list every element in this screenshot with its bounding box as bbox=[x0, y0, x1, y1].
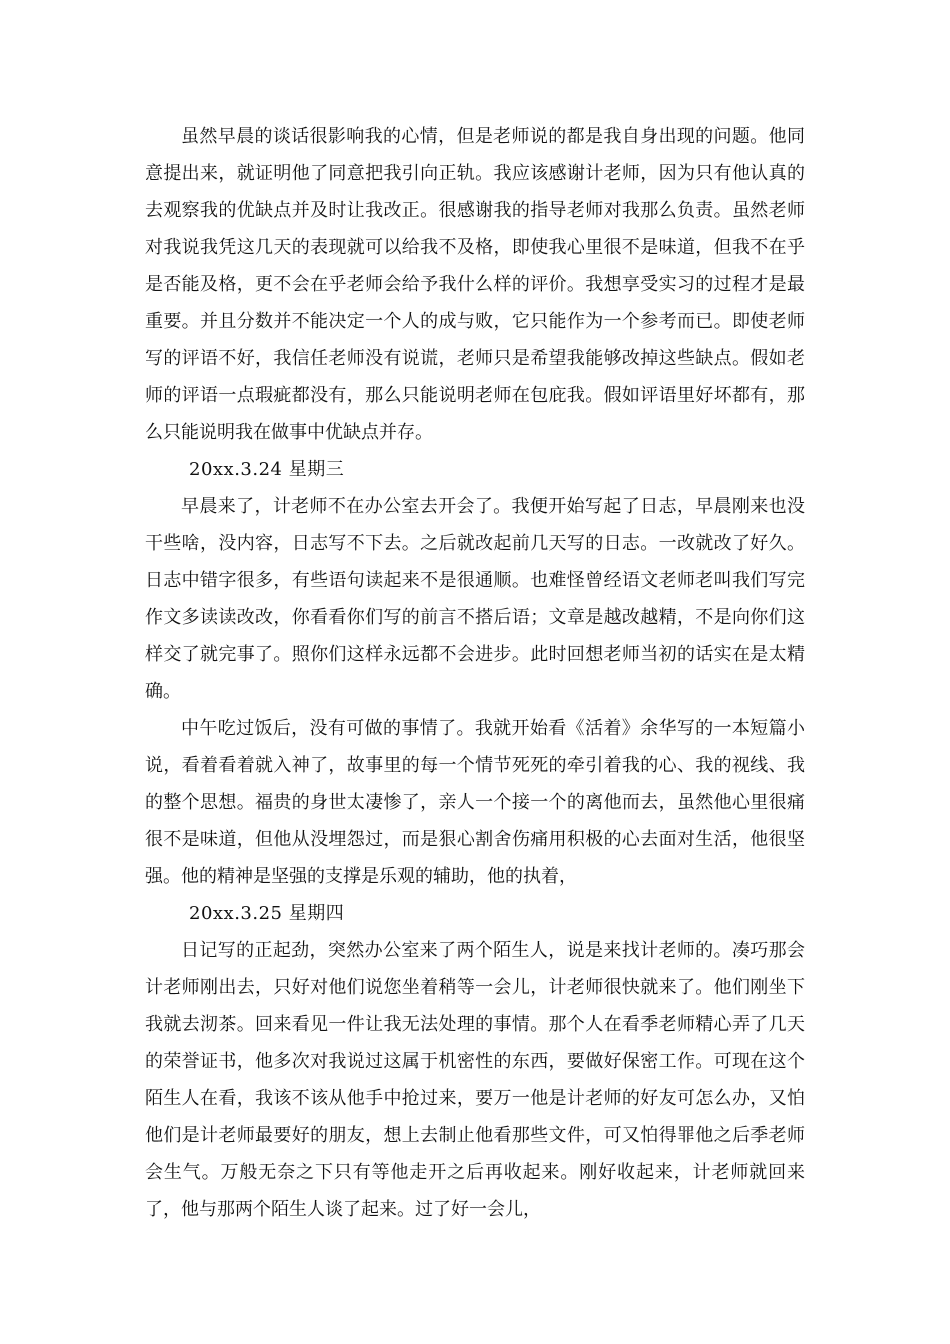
paragraph-visitors: 日记写的正起劲，突然办公室来了两个陌生人，说是来找计老师的。凑巧那会计老师刚出去，只好对他们说您坐着稍等一会儿，计老师很快就来了。他们刚坐下我就去沏茶。回来看见一件让我无法处理的事情。那个人在看季老师精心弄了几天的荣誉证书，他多次对我说过这属于机密性的东西，要做好保密工作。可现在这个陌生人在看，我该不该从他手中抢过来，要万一他是计老师的好友可怎么办，又怕他们是计老师最要好的朋友，想上去制止他看那些文件，可又怕得罪他之后季老师会生气。万般无奈之下只有等他走开之后再收起来。刚好收起来，计老师就回来了，他与那两个陌生人谈了起来。过了好一会儿， bbox=[145, 940, 805, 1220]
paragraph-feedback: 虽然早晨的谈话很影响我的心情，但是老师说的都是我自身出现的问题。他同意提出来，就证明他了同意把我引向正轨。我应该感谢计老师，因为只有他认真的去观察我的优缺点并及时让我改正。很感谢我的指导老师对我那么负责。虽然老师对我说我凭这几天的表现就可以给我不及格，即使我心里很不是味道，但我不在乎是否能及格，更不会在乎老师会给予我什么样的评价。我想享受实习的过程才是最重要。并且分数并不能决定一个人的成与败，它只能作为一个参考而已。即使老师写的评语不好，我信任老师没有说谎，老师只是希望我能够改掉这些缺点。假如老师的评语一点瑕疵都没有，那么只能说明老师在包庇我。假如评语里好坏都有，那么只能说明我在做事中优缺点并存。 bbox=[145, 126, 805, 443]
paragraph-reading-novel: 中午吃过饭后，没有可做的事情了。我就开始看《活着》余华写的一本短篇小说，看着看着就入神了，故事里的每一个情节死死的牵引着我的心、我的视线、我的整个思想。福贵的身世太凄惨了，亲人一个接一个的离他而去，虽然他心里很痛很不是味道，但他从没埋怨过，而是狠心割舍伤痛用积极的心去面对生活，他很坚强。他的精神是坚强的支撑是乐观的辅助，他的执着， bbox=[145, 718, 805, 887]
paragraph-morning-diary: 早晨来了，计老师不在办公室去开会了。我便开始写起了日志，早晨刚来也没干些啥，没内容，日志写不下去。之后就改起前几天写的日志。一改就改了好久。日志中错字很多，有些语句读起来不是很通顺。也难怪曾经语文老师老叫我们写完作文多读读改改，你看看你们写的前言不搭后语；文章是越改越精，不是向你们这样交了就完事了。照你们这样永远都不会进步。此时回想老师当初的话实在是太精确。 bbox=[145, 496, 805, 702]
document-page bbox=[145, 118, 805, 1228]
date-heading-0324: 20xx.3.24 星期三 bbox=[189, 459, 345, 480]
date-heading-0325: 20xx.3.25 星期四 bbox=[189, 903, 345, 924]
